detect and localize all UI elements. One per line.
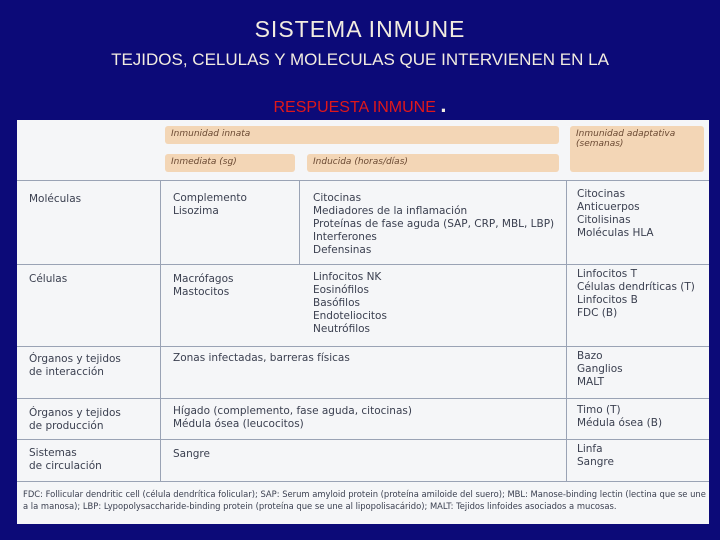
row-label-molecules: Moléculas (29, 193, 82, 205)
slide-subtitle: TEJIDOS, CELULAS Y MOLECULAS QUE INTERVIENEN EN LA (111, 50, 609, 69)
column-divider (566, 180, 567, 481)
cell-cells-induced: Linfocitos NK Eosinófilos Basófilos Endoteliocitos Neutrófilos (313, 271, 387, 335)
cell-interaction-adaptive: Bazo Ganglios MALT (577, 350, 623, 388)
cell-molecules-immediate: Complemento Lisozima (173, 192, 247, 217)
row-divider (17, 398, 709, 399)
row-divider (17, 346, 709, 347)
row-divider (17, 481, 709, 482)
cell-interaction-innate: Zonas infectadas, barreras físicas (173, 352, 350, 364)
band-immediate: Inmediata (sg) (165, 154, 295, 172)
row-divider (17, 264, 709, 265)
subtitle-line2-text: RESPUESTA INMUNE (273, 99, 436, 116)
slide-title: SISTEMA INMUNE (254, 16, 466, 42)
band-adaptive: Inmunidad adaptativa (semanas) (570, 126, 704, 172)
band-innate: Inmunidad innata (165, 126, 559, 144)
immune-table-image (17, 120, 709, 524)
row-label-cells: Células (29, 273, 68, 285)
cell-production-innate: Hígado (complemento, fase aguda, citocinas) Médula ósea (leucocitos) (173, 405, 412, 430)
row-divider (17, 439, 709, 440)
column-divider (299, 180, 300, 264)
cell-production-adaptive: Timo (T) Médula ósea (B) (577, 404, 663, 429)
row-label-interaction-organs: Órganos y tejidos de interacción (29, 353, 121, 378)
table-footnote: FDC: Follicular dendritic cell (célula dendrítica folicular); SAP: Serum amyloid protein (proteína amiloide del suero); MBL: Manose-binding lectin (lectina que se une a la manosa); LBP: Lypopolysaccharide-binding protein (proteína que se une al lipopolisacárido); MALT: Tejidos linfoides asociados a mucosas. (23, 489, 706, 511)
row-label-circulation: Sistemas de circulación (29, 447, 102, 472)
cell-molecules-adaptive: Citocinas Anticuerpos Citolisinas Moléculas HLA (577, 188, 654, 239)
cell-circulation-innate: Sangre (173, 448, 210, 460)
slide-subtitle-line2 (0, 92, 720, 118)
row-label-production-organs: Órganos y tejidos de producción (29, 407, 121, 432)
cell-molecules-induced: Citocinas Mediadores de la inflamación Proteínas de fase aguda (SAP, CRP, MBL, LBP) Interferones Defensinas (313, 192, 555, 256)
subtitle-dot: . (440, 92, 447, 117)
cell-circulation-adaptive: Linfa Sangre (577, 443, 614, 468)
row-divider (17, 180, 709, 181)
cell-cells-adaptive: Linfocitos T Células dendríticas (T) Linfocitos B FDC (B) (577, 268, 695, 319)
column-divider (160, 180, 161, 481)
band-induced: Inducida (horas/días) (307, 154, 559, 172)
cell-cells-immediate: Macrófagos Mastocitos (173, 273, 234, 298)
